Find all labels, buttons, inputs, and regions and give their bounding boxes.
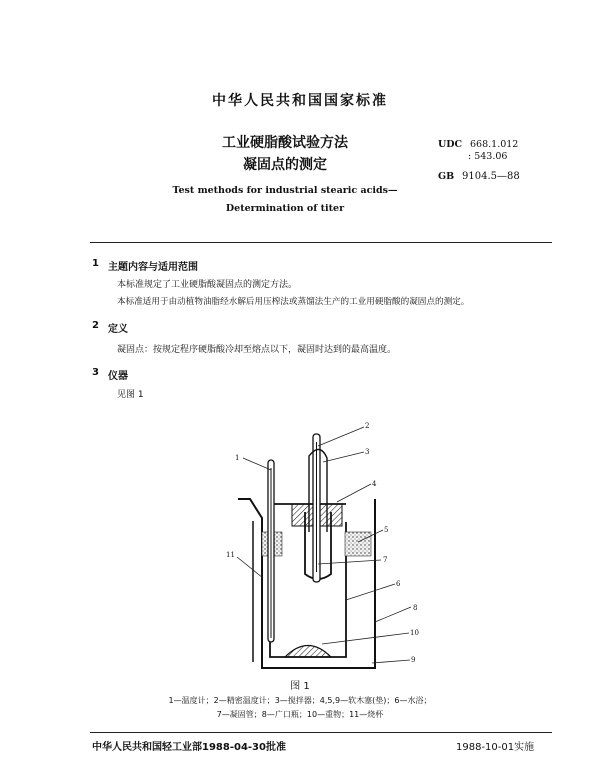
jar-outline [270, 504, 346, 657]
section-2-title: 定义 [108, 324, 128, 335]
figure-label-2: 2 [365, 422, 370, 430]
section-3-line1: 见图 1 [117, 390, 144, 400]
figure-label-7: 7 [383, 556, 388, 564]
figure-label-5: 5 [384, 526, 389, 534]
section-1-line1: 本标准规定了工业硬脂酸凝固点的测定方法。 [117, 280, 298, 290]
section-3-number: 3 [92, 367, 99, 378]
footer-divider [90, 732, 552, 733]
figure-label-3: 3 [365, 448, 370, 456]
cork-gasket-right [345, 532, 371, 556]
udc-label: UDC [438, 139, 463, 150]
figure-label-10: 10 [410, 629, 419, 637]
section-2-line1: 凝固点：按规定程序硬脂酸冷却至熔点以下，凝固时达到的最高温度。 [117, 345, 397, 355]
figure-label-6: 6 [396, 580, 401, 588]
figure-label-11: 11 [226, 551, 235, 559]
udc-line1: 668.1.012 [470, 139, 519, 150]
title-cn-line2: 凝固点的测定 [243, 157, 327, 173]
title-en-line2: Determination of titer [225, 203, 345, 214]
figure-caption-line2: 7—凝固管；8—广口瓶；10—重物；11—烧杯 [216, 710, 384, 719]
title-cn-line1: 工业硬脂酸试验方法 [222, 135, 348, 151]
figure-label-9: 9 [411, 656, 416, 664]
gb-label: GB [438, 171, 455, 182]
section-1-number: 1 [92, 258, 99, 269]
udc-line2: : 543.06 [468, 151, 508, 162]
figure-label-4: 4 [372, 480, 377, 488]
section-1-line2: 本标准适用于由动植物油脂经水解后用压榨法或蒸馏法生产的工业用硬脂酸的凝固点的测定。 [117, 297, 470, 307]
figure-caption-line1: 1—温度计；2—精密温度计；3—搅拌器；4,5,9—软木塞(垫)；6—水浴； [168, 696, 432, 705]
section-2-number: 2 [92, 320, 99, 331]
section-3-title: 仪器 [108, 371, 128, 382]
implementation-date: 1988-10-01实施 [456, 742, 535, 753]
title-en-line1: Test methods for industrial stearic acids— [172, 185, 398, 196]
weight [285, 646, 331, 658]
figure-label-1: 1 [235, 454, 240, 462]
approval-date: 中华人民共和国轻工业部1988-04-30批准 [92, 742, 286, 753]
apparatus-figure [0, 412, 600, 680]
figure-caption-title: 图 1 [290, 681, 310, 692]
gb-number: 9104.5—88 [462, 171, 520, 182]
header-divider [90, 242, 552, 243]
section-1-title: 主题内容与适用范围 [108, 262, 198, 273]
standard-header: 中华人民共和国国家标准 [212, 93, 388, 109]
figure-label-8: 8 [413, 604, 418, 612]
